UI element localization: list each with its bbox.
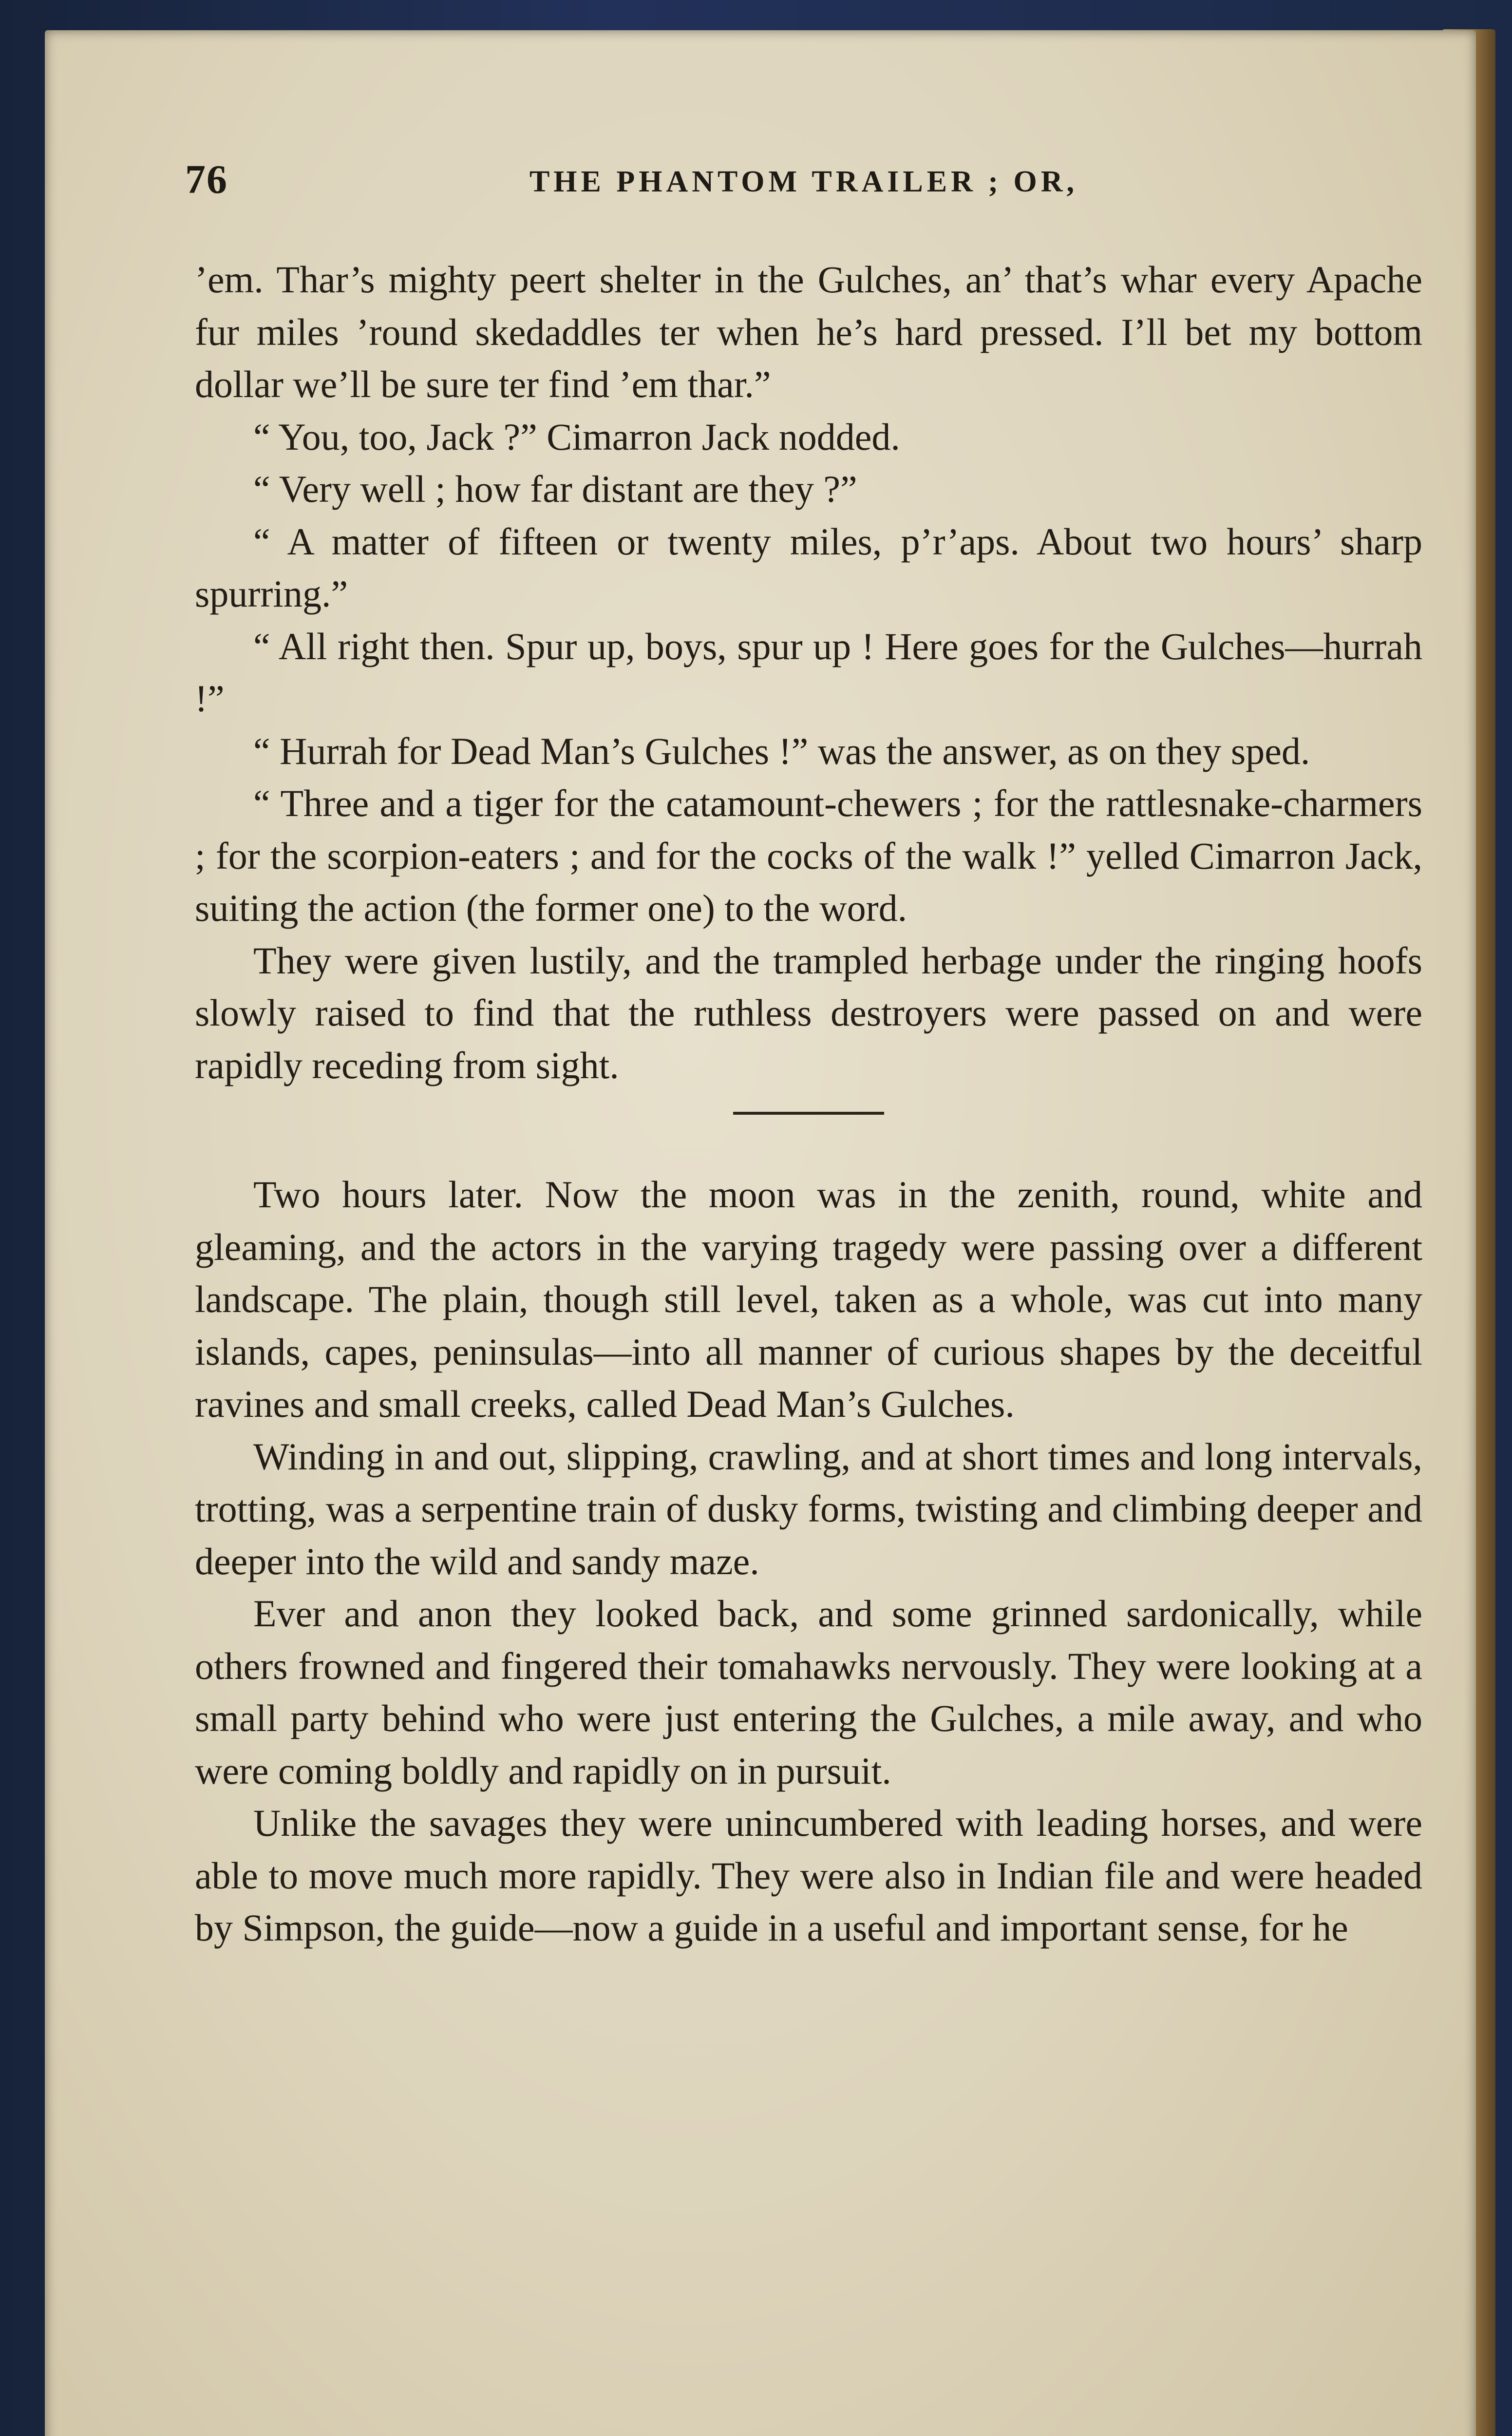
paragraph: “ All right then. Spur up, boys, spur up ! Here goes for the Gulches—hurrah !” — [195, 625, 1422, 720]
paragraph: They were given lustily, and the trampled herbage under the ringing hoofs slowly raised to find that the ruthless destroyers were passed on and were rapidly receding from sight. — [195, 939, 1422, 1086]
running-title: THE PHANTOM TRAILER ; OR, — [529, 165, 1078, 198]
paragraph: ’em. Thar’s mighty peert shelter in the Gulches, an’ that’s whar every Apache fur miles ’round skedaddles ter when he’s hard pressed. I’ll bet my bottom dollar we’ll be sure ter find ’em thar.” — [195, 258, 1422, 405]
paragraph: Two hours later. Now the moon was in the zenith, round, white and gleaming, and the actors in the varying tragedy were passing over a different landscape. The plain, though still level, taken as a whole, was cut into many islands, capes, peninsulas—into all manner of curious shapes by the deceitful ravines and small creeks, called Dead Man’s Gulches. — [195, 1173, 1422, 1425]
paragraph: Ever and anon they looked back, and some grinned sardonically, while others frowned and fingered their tomahawks nervously. They were looking at a small party behind who were just entering the Gulches, a mile away, and who were coming boldly and rapidly on in pursuit. — [195, 1592, 1422, 1792]
paragraph: “ Hurrah for Dead Man’s Gulches !” was the answer, as on they sped. — [253, 729, 1310, 772]
page-number: 76 — [185, 157, 228, 202]
paragraph: Unlike the savages they were unincumbered with leading horses, and were able to move much more rapidly. They were also in Indian file and were headed by Simpson, the guide—now a guide in a useful and important sense, for he — [195, 1802, 1422, 1949]
paragraph: “ Three and a tiger for the catamount-chewers ; for the rattlesnake-charmers ; for the scorpion-eaters ; and for the cocks of the walk !” yelled Cimarron Jack, suiting the action (the former one) to the word. — [195, 782, 1422, 929]
paragraph: “ A matter of fifteen or twenty miles, p’r’aps. About two hours’ sharp spurring.” — [195, 520, 1422, 615]
body-text — [195, 253, 1422, 1954]
section-divider — [733, 1112, 884, 1115]
paragraph: “ You, too, Jack ?” Cimarron Jack nodded. — [253, 415, 900, 458]
paragraph: “ Very well ; how far distant are they ?” — [253, 468, 857, 510]
paragraph: Winding in and out, slipping, crawling, and at short times and long intervals, trotting, was a serpentine train of dusky forms, twisting and climbing deeper and deeper into the wild and sandy maze. — [195, 1435, 1422, 1582]
